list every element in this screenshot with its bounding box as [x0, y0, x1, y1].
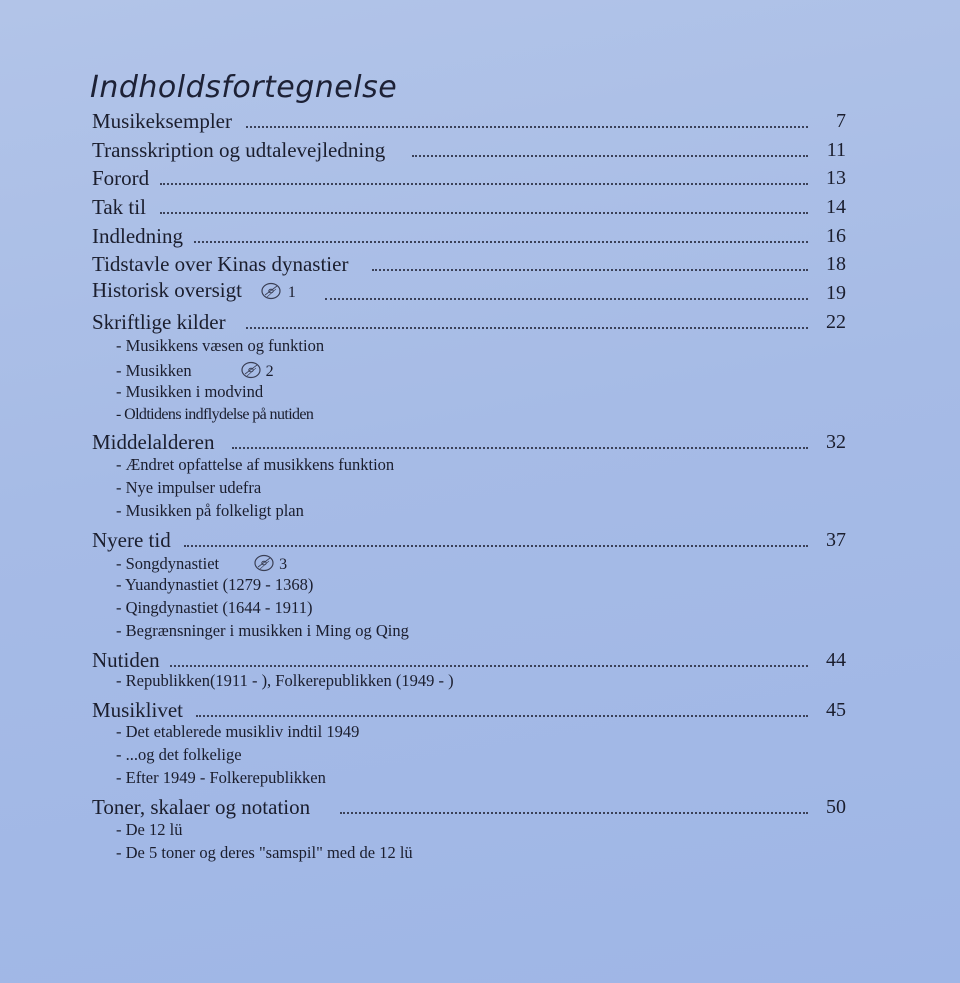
- leader-dots: [160, 183, 808, 185]
- toc-entry-page: 37: [826, 529, 846, 551]
- toc-subentry-label: - De 12 lü: [116, 820, 183, 839]
- toc-entry-label: Historisk oversigt: [92, 278, 242, 302]
- toc-subentry: [116, 744, 242, 766]
- toc-entry: [0, 191, 960, 219]
- page-title: Indholdsfortegnelse: [90, 70, 398, 105]
- toc-subentry-label: - Republikken(1911 - ), Folkerepublikken (1949 - ): [116, 671, 454, 690]
- leader-dots: [246, 327, 808, 329]
- cd-icon: [240, 361, 262, 379]
- toc-entry: [0, 134, 960, 162]
- toc-entry: [0, 306, 960, 334]
- toc-entry-label: Skriftlige kilder: [92, 310, 226, 334]
- leader-dots: [184, 545, 808, 547]
- toc-subentry: [116, 477, 261, 499]
- toc-subentry: [116, 767, 326, 789]
- toc-subentry: [116, 335, 324, 357]
- toc-subentry: [116, 574, 313, 596]
- toc-entry-label: Nutiden: [92, 648, 160, 672]
- toc-entry: [0, 791, 960, 819]
- toc-subentry: [116, 404, 313, 426]
- toc-subentry: [116, 721, 359, 743]
- toc-subentry-label: - Musikkens væsen og funktion: [116, 336, 325, 355]
- toc-entry-page: 11: [826, 139, 846, 161]
- toc-entry: [0, 162, 960, 190]
- toc-subentry: [116, 597, 312, 619]
- toc-subentry-label: - Musikken i modvind: [116, 382, 264, 401]
- toc-entry-label: Tak til: [92, 195, 146, 219]
- toc-entry: [0, 644, 960, 672]
- toc-subentry: [116, 842, 413, 864]
- cd-icon: [253, 554, 275, 572]
- toc-entry-label: Nyere tid: [92, 528, 171, 552]
- leader-dots: [246, 126, 808, 128]
- toc-subentry: [116, 620, 409, 642]
- toc-entry-label: Indledning: [92, 224, 183, 248]
- toc-entry-page: 32: [826, 431, 846, 453]
- toc-subentry-label: - Musikken: [116, 361, 192, 380]
- toc-entry-label: Musiklivet: [92, 698, 184, 722]
- toc-subentry-label: - Musikken på folkeligt plan: [116, 501, 304, 520]
- toc-entry-page: 13: [826, 167, 846, 189]
- toc-subentry-label: - Oldtidens indflydelse på nutiden: [116, 406, 314, 423]
- leader-dots: [196, 715, 808, 717]
- toc-subentry-label: - De 5 toner og deres "samspil" med de 12 lü: [116, 843, 413, 862]
- toc-entry-page: 18: [826, 253, 846, 275]
- toc-entry-page: 45: [826, 699, 846, 721]
- leader-dots: [372, 269, 808, 271]
- toc-entry: [0, 426, 960, 454]
- toc-entry-page: 14: [826, 196, 846, 218]
- toc-entry-page: 44: [826, 649, 846, 671]
- toc-subentry-label: - Ændret opfattelse af musikkens funktion: [116, 455, 395, 474]
- toc-entry-label: Toner, skalaer og notation: [92, 795, 311, 819]
- toc-entry: [0, 694, 960, 722]
- toc-entry-label: Transskription og udtalevejledning: [92, 138, 386, 162]
- toc-subentry: [116, 670, 454, 692]
- leader-dots: [170, 665, 808, 667]
- toc-entry-label: Middelalderen: [92, 430, 215, 454]
- toc-subentry: [116, 454, 394, 476]
- toc-subentry-label: - Yuandynastiet (1279 - 1368): [116, 575, 314, 594]
- toc-entry-label: Tidstavle over Kinas dynastier: [92, 252, 349, 276]
- toc-subentry-label: - Qingdynastiet (1644 - 1911): [116, 598, 313, 617]
- toc-subentry: [116, 500, 304, 522]
- disc-number: 1: [287, 284, 296, 301]
- toc-entry-page: 7: [836, 110, 846, 132]
- toc-entry-page: 16: [826, 225, 846, 247]
- disc-number: 2: [265, 363, 274, 380]
- toc-entry-page: 22: [826, 311, 846, 333]
- toc-entry-page: 19: [826, 282, 846, 304]
- toc-entry-label: Musikeksempler: [92, 109, 232, 133]
- leader-dots: [340, 812, 808, 814]
- disc-number: 3: [279, 556, 288, 573]
- toc-subentry-label: - Songdynastiet: [116, 554, 220, 573]
- toc-subentry-label: - Nye impulser udefra: [116, 478, 262, 497]
- leader-dots: [232, 447, 808, 449]
- toc-subentry: [116, 358, 274, 380]
- toc-subentry: [116, 381, 263, 403]
- toc-entry: [0, 524, 960, 552]
- toc-entry: [0, 248, 960, 276]
- toc-subentry-label: - Efter 1949 - Folkerepublikken: [116, 768, 326, 787]
- toc-entry: [0, 277, 960, 305]
- toc-entry-page: 50: [826, 796, 846, 818]
- leader-dots: [194, 241, 808, 243]
- cd-icon: [260, 281, 282, 299]
- toc-entry: [0, 220, 960, 248]
- toc-entry: [0, 105, 960, 133]
- toc-entry-label: Forord: [92, 166, 150, 190]
- toc-subentry: [116, 551, 287, 573]
- toc-subentry-label: - ...og det folkelige: [116, 745, 242, 764]
- toc-subentry-label: - Begrænsninger i musikken i Ming og Qing: [116, 621, 409, 640]
- leader-dots: [412, 155, 808, 157]
- leader-dots: [160, 212, 808, 214]
- toc-subentry-label: - Det etablerede musikliv indtil 1949: [116, 722, 360, 741]
- leader-dots: [325, 298, 808, 300]
- toc-subentry: [116, 819, 182, 841]
